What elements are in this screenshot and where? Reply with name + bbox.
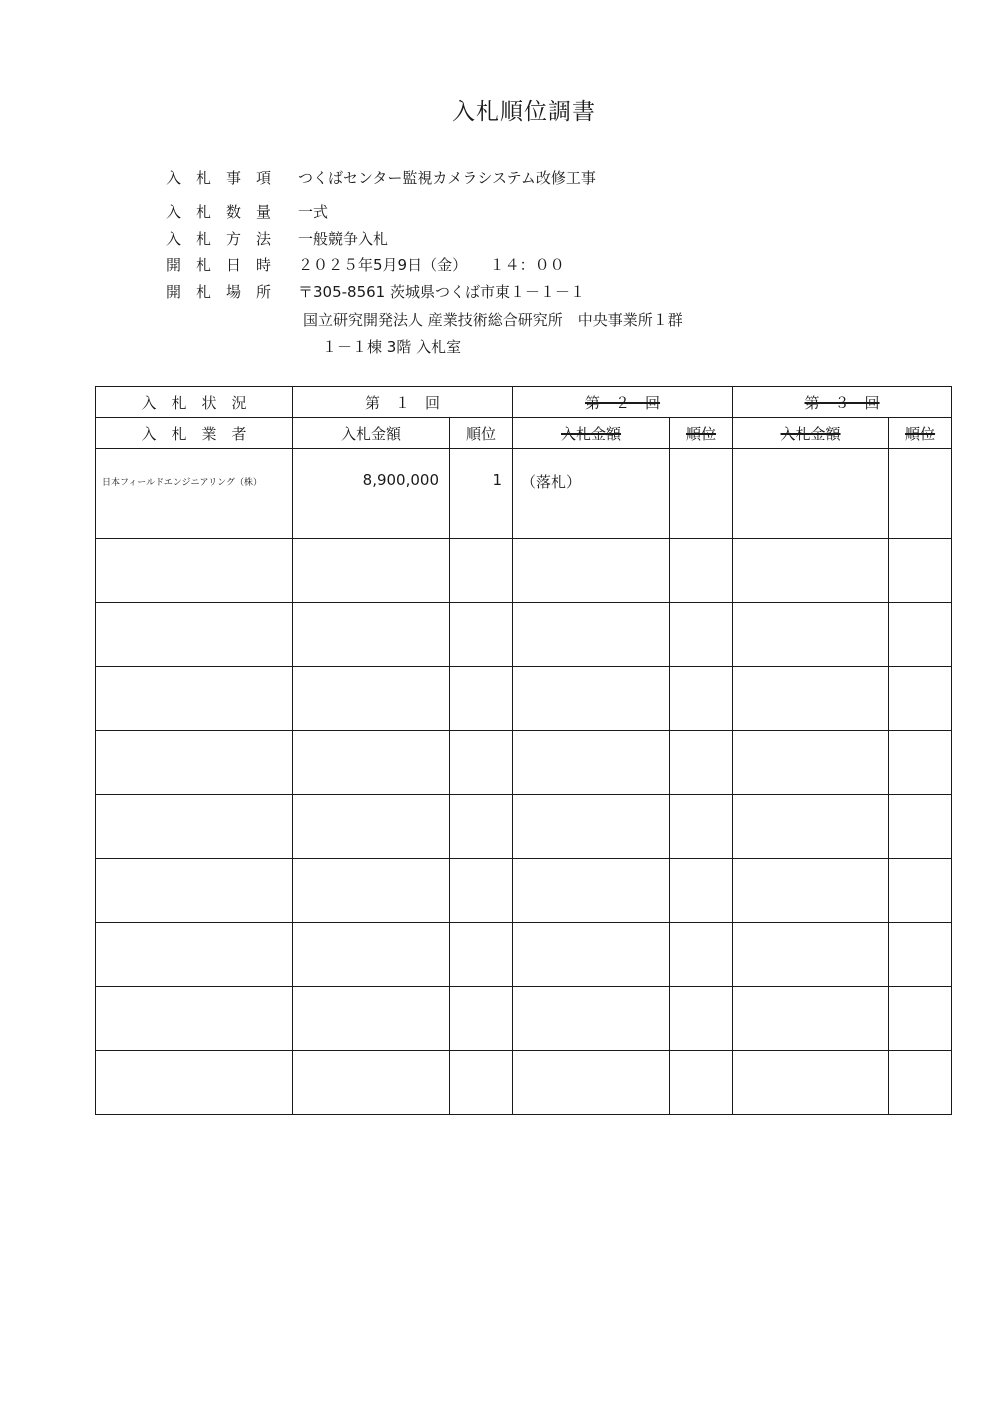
empty-cell	[96, 731, 293, 795]
empty-cell	[733, 731, 889, 795]
info-value: 一式	[298, 203, 329, 221]
empty-cell	[889, 449, 952, 539]
empty-cell	[96, 987, 293, 1051]
empty-cell	[889, 795, 952, 859]
info-row-place	[166, 281, 585, 302]
empty-cell	[96, 667, 293, 731]
table-row	[96, 795, 952, 859]
empty-cell	[450, 731, 513, 795]
empty-cell	[293, 859, 450, 923]
empty-cell	[293, 731, 450, 795]
info-value: つくばセンター監視カメラシステム改修工事	[298, 169, 596, 187]
empty-cell	[293, 923, 450, 987]
empty-cell	[450, 859, 513, 923]
header-amount-1: 入札金額	[293, 418, 450, 449]
table-row	[96, 987, 952, 1051]
table-row	[96, 923, 952, 987]
empty-cell	[96, 539, 293, 603]
header-bidder: 入 札 業 者	[96, 418, 293, 449]
empty-cell	[293, 603, 450, 667]
info-value: ２０２５年5月9日（金） １４：００	[298, 256, 565, 274]
header-row-rounds	[96, 387, 952, 418]
empty-cell	[889, 539, 952, 603]
empty-cell	[293, 1051, 450, 1115]
bid-rank: 1	[450, 449, 513, 539]
document-title: 入札順位調書	[452, 99, 596, 125]
empty-cell	[733, 449, 889, 539]
empty-cell	[733, 603, 889, 667]
empty-cell	[733, 795, 889, 859]
table-row	[96, 859, 952, 923]
empty-cell	[733, 539, 889, 603]
empty-cell	[733, 1051, 889, 1115]
empty-cell	[513, 795, 670, 859]
info-row-method	[166, 228, 388, 249]
table-row	[96, 667, 952, 731]
info-label: 開 札 日 時	[166, 256, 272, 274]
empty-cell	[513, 987, 670, 1051]
award-note: （落札）	[513, 449, 670, 539]
empty-cell	[450, 923, 513, 987]
empty-cell	[889, 667, 952, 731]
empty-cell	[293, 667, 450, 731]
empty-cell	[670, 603, 733, 667]
empty-cell	[889, 1051, 952, 1115]
table-row	[96, 731, 952, 795]
empty-cell	[670, 1051, 733, 1115]
header-rank-1: 順位	[450, 418, 513, 449]
table-row	[96, 603, 952, 667]
empty-cell	[450, 795, 513, 859]
empty-cell	[670, 795, 733, 859]
empty-cell	[670, 449, 733, 539]
info-row-subject	[166, 167, 596, 188]
empty-cell	[96, 603, 293, 667]
bidder-name: 日本フィールドエンジニアリング（株）	[96, 449, 293, 539]
header-bid-status: 入 札 状 況	[96, 387, 293, 418]
empty-cell	[889, 923, 952, 987]
empty-cell	[513, 859, 670, 923]
empty-cell	[670, 667, 733, 731]
empty-cell	[293, 987, 450, 1051]
empty-cell	[513, 539, 670, 603]
empty-cell	[293, 539, 450, 603]
empty-cell	[733, 859, 889, 923]
header-row-columns	[96, 418, 952, 449]
header-rank-3: 順位	[889, 418, 952, 449]
empty-cell	[96, 795, 293, 859]
info-label: 開 札 場 所	[166, 283, 272, 301]
info-value: 一般競争入札	[298, 230, 389, 248]
empty-cell	[293, 795, 450, 859]
address-line-3: １－１棟 3階 入札室	[322, 338, 462, 356]
header-rank-2: 順位	[670, 418, 733, 449]
table-row	[96, 1051, 952, 1115]
empty-cell	[450, 987, 513, 1051]
info-label: 入 札 数 量	[166, 203, 272, 221]
empty-cell	[889, 603, 952, 667]
empty-cell	[513, 731, 670, 795]
empty-cell	[889, 987, 952, 1051]
empty-cell	[670, 987, 733, 1051]
empty-cell	[670, 859, 733, 923]
empty-cell	[889, 731, 952, 795]
empty-cell	[733, 923, 889, 987]
bid-ranking-table	[95, 386, 952, 1115]
empty-cell	[96, 923, 293, 987]
empty-cell	[513, 603, 670, 667]
info-value: 〒305-8561 茨城県つくば市東１－１－１	[298, 283, 585, 301]
address-line-2: 国立研究開発法人 産業技術総合研究所 中央事業所１群	[303, 311, 683, 329]
info-label: 入 札 事 項	[166, 169, 272, 187]
empty-cell	[889, 859, 952, 923]
empty-cell	[733, 667, 889, 731]
header-amount-3: 入札金額	[733, 418, 889, 449]
empty-cell	[670, 923, 733, 987]
empty-cell	[513, 667, 670, 731]
empty-cell	[450, 1051, 513, 1115]
header-round-1: 第 １ 回	[293, 387, 513, 418]
header-round-2: 第 ２ 回	[513, 387, 733, 418]
header-round-3: 第 ３ 回	[733, 387, 952, 418]
info-row-datetime	[166, 254, 565, 275]
empty-cell	[670, 539, 733, 603]
empty-cell	[96, 859, 293, 923]
empty-cell	[96, 1051, 293, 1115]
table-row	[96, 539, 952, 603]
empty-cell	[450, 539, 513, 603]
empty-cell	[733, 987, 889, 1051]
info-row-quantity	[166, 201, 328, 222]
header-amount-2: 入札金額	[513, 418, 670, 449]
bid-amount: 8,900,000	[293, 449, 450, 539]
empty-cell	[513, 1051, 670, 1115]
table-row	[96, 449, 952, 539]
empty-cell	[450, 667, 513, 731]
empty-cell	[450, 603, 513, 667]
empty-cell	[670, 731, 733, 795]
info-label: 入 札 方 法	[166, 230, 272, 248]
empty-cell	[513, 923, 670, 987]
